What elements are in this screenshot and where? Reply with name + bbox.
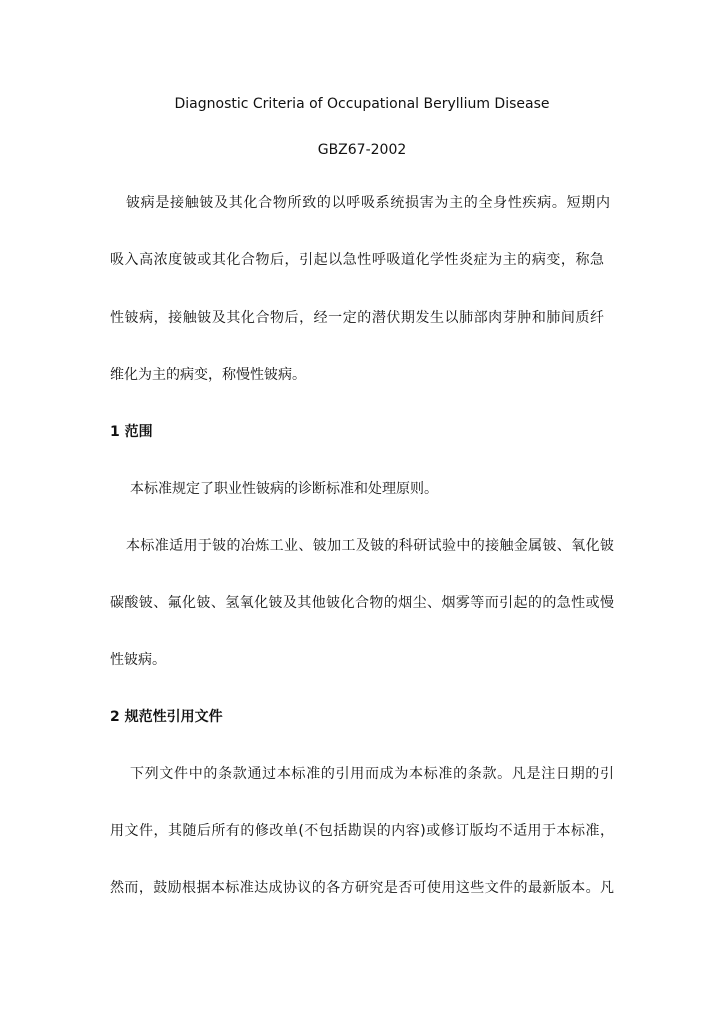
standard-code: GBZ67-2002 <box>317 142 407 158</box>
section-1-para-2-line-1: 本标准适用于铍的冶炼工业、铍加工及铍的科研试验中的接触金属铍、氧化铍 <box>126 538 614 554</box>
section-2-para-line-1: 下列文件中的条款通过本标准的引用而成为本标准的条款。凡是注日期的引 <box>130 766 614 782</box>
intro-line-1: 铍病是接触铍及其化合物所致的以呼吸系统损害为主的全身性疾病。短期内 <box>126 195 610 211</box>
intro-line-4: 维化为主的病变，称慢性铍病。 <box>110 367 306 383</box>
section-2-para-line-3: 然而，鼓励根据本标准达成协议的各方研究是否可使用这些文件的最新版本。凡 <box>110 880 614 896</box>
section-1-para-1: 本标准规定了职业性铍病的诊断标准和处理原则。 <box>130 481 438 497</box>
intro-line-3: 性铍病，接触铍及其化合物后，经一定的潜伏期发生以肺部肉芽肿和肺间质纤 <box>110 310 604 326</box>
section-1-heading: 1 范围 <box>110 424 153 440</box>
document-title: Diagnostic Criteria of Occupational Beryllium Disease <box>174 96 550 112</box>
section-1-para-2-line-2: 碳酸铍、氟化铍、氢氧化铍及其他铍化合物的烟尘、烟雾等而引起的的急性或慢 <box>110 595 614 611</box>
section-2-heading: 2 规范性引用文件 <box>110 709 223 725</box>
section-2-para-line-2: 用文件，其随后所有的修改单(不包括勘误的内容)或修订版均不适用于本标准， <box>110 823 614 839</box>
intro-line-2: 吸入高浓度铍或其化合物后，引起以急性呼吸道化学性炎症为主的病变，称急 <box>110 252 604 268</box>
section-1-para-2-line-3: 性铍病。 <box>110 652 166 668</box>
